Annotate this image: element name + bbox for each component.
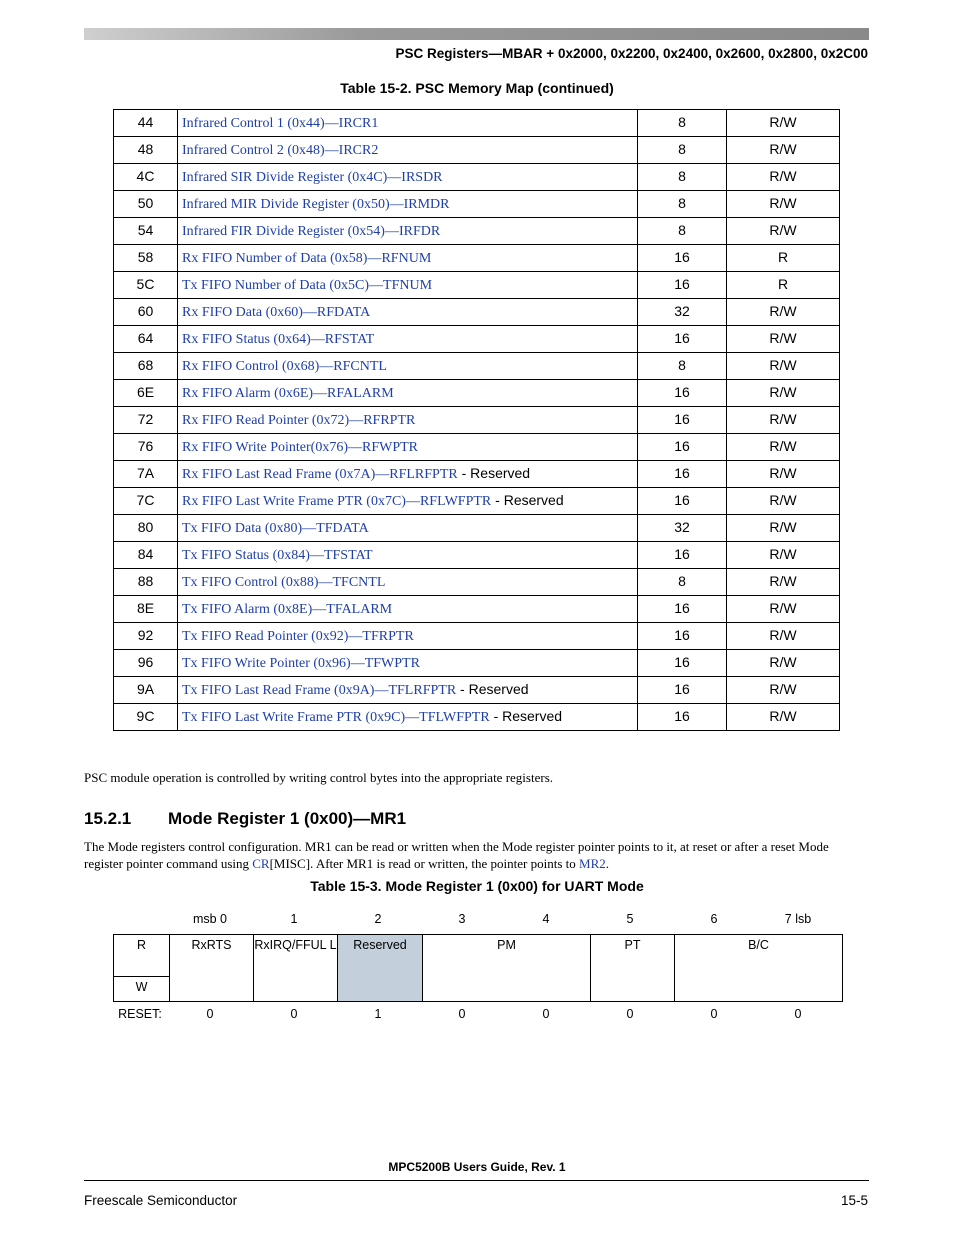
register-link[interactable]: Infrared Control 1 (0x44)—IRCR1 bbox=[182, 116, 379, 131]
footer-rule bbox=[84, 1180, 869, 1181]
bit-number: msb 0 bbox=[192, 912, 228, 926]
size-cell: 8 bbox=[638, 218, 727, 245]
table-row bbox=[114, 272, 840, 299]
access-cell: R/W bbox=[727, 488, 840, 515]
access-cell: R/W bbox=[727, 326, 840, 353]
offset-cell: 60 bbox=[114, 299, 178, 326]
register-name-cell bbox=[178, 191, 638, 218]
access-cell: R/W bbox=[727, 677, 840, 704]
offset-cell: 44 bbox=[114, 110, 178, 137]
offset-cell: 92 bbox=[114, 623, 178, 650]
table-row bbox=[114, 164, 840, 191]
access-cell: R/W bbox=[727, 623, 840, 650]
register-link[interactable]: Rx FIFO Write Pointer(0x76)—RFWPTR bbox=[182, 440, 419, 455]
para-text: [MISC]. After MR1 is read or written, the pointer points to bbox=[269, 856, 580, 871]
offset-cell: 72 bbox=[114, 407, 178, 434]
register-link[interactable]: Tx FIFO Alarm (0x8E)—TFALARM bbox=[182, 602, 393, 617]
size-cell: 16 bbox=[638, 596, 727, 623]
register-link[interactable]: Rx FIFO Status (0x64)—RFSTAT bbox=[182, 332, 375, 347]
access-cell: R/W bbox=[727, 218, 840, 245]
register-link[interactable]: Tx FIFO Data (0x80)—TFDATA bbox=[182, 521, 369, 536]
register-name-cell bbox=[178, 407, 638, 434]
register-link[interactable]: Infrared Control 2 (0x48)—IRCR2 bbox=[182, 143, 379, 158]
table-row bbox=[114, 191, 840, 218]
running-header: PSC Registers—MBAR + 0x2000, 0x2200, 0x2400, 0x2600, 0x2800, 0x2C00 bbox=[395, 46, 868, 61]
table-row bbox=[114, 380, 840, 407]
field-pt: PT bbox=[590, 935, 674, 1001]
mr2-link[interactable]: MR2 bbox=[579, 856, 606, 871]
field-reserved: Reserved bbox=[337, 935, 422, 1001]
register-name-cell bbox=[178, 461, 638, 488]
bit-number: 1 bbox=[290, 912, 298, 926]
access-cell: R/W bbox=[727, 569, 840, 596]
size-cell: 16 bbox=[638, 380, 727, 407]
offset-cell: 9A bbox=[114, 677, 178, 704]
footer-company: Freescale Semiconductor bbox=[84, 1193, 238, 1208]
cr-link[interactable]: CR bbox=[252, 856, 270, 871]
size-cell: 16 bbox=[638, 434, 727, 461]
size-cell: 16 bbox=[638, 272, 727, 299]
register-link[interactable]: Tx FIFO Control (0x88)—TFCNTL bbox=[182, 575, 386, 590]
register-link[interactable]: Tx FIFO Write Pointer (0x96)—TFWPTR bbox=[182, 656, 420, 671]
offset-cell: 76 bbox=[114, 434, 178, 461]
register-name-cell bbox=[178, 353, 638, 380]
reset-value: 0 bbox=[710, 1007, 718, 1021]
table-row bbox=[114, 353, 840, 380]
offset-cell: 58 bbox=[114, 245, 178, 272]
register-link[interactable]: Rx FIFO Read Pointer (0x72)—RFRPTR bbox=[182, 413, 416, 428]
register-link[interactable]: Rx FIFO Last Write Frame PTR (0x7C)—RFLWFPTR bbox=[182, 494, 492, 509]
bit-number: 4 bbox=[542, 912, 550, 926]
access-cell: R/W bbox=[727, 299, 840, 326]
reset-label: RESET: bbox=[118, 1007, 162, 1021]
size-cell: 16 bbox=[638, 623, 727, 650]
table-row bbox=[114, 515, 840, 542]
doc-title: MPC5200B Users Guide, Rev. 1 bbox=[388, 1160, 566, 1174]
reset-value: 0 bbox=[626, 1007, 634, 1021]
reset-value: 0 bbox=[794, 1007, 802, 1021]
size-cell: 32 bbox=[638, 299, 727, 326]
table-row bbox=[114, 650, 840, 677]
access-cell: R/W bbox=[727, 542, 840, 569]
table-row bbox=[114, 110, 840, 137]
register-link[interactable]: Rx FIFO Data (0x60)—RFDATA bbox=[182, 305, 371, 320]
size-cell: 16 bbox=[638, 326, 727, 353]
bit-number: 5 bbox=[626, 912, 634, 926]
register-name-cell bbox=[178, 164, 638, 191]
offset-cell: 50 bbox=[114, 191, 178, 218]
register-name-cell bbox=[178, 542, 638, 569]
register-diagram bbox=[113, 934, 843, 1002]
row-divider bbox=[114, 976, 169, 977]
header-rule bbox=[84, 28, 869, 40]
register-link[interactable]: Tx FIFO Last Read Frame (0x9A)—TFLRFPTR bbox=[182, 683, 457, 698]
register-name-cell bbox=[178, 596, 638, 623]
register-link[interactable]: Rx FIFO Last Read Frame (0x7A)—RFLRFPTR bbox=[182, 467, 458, 482]
register-name-cell bbox=[178, 515, 638, 542]
access-cell: R/W bbox=[727, 461, 840, 488]
write-row-label: W bbox=[135, 980, 148, 994]
body-paragraph-2 bbox=[84, 838, 869, 872]
register-note: - Reserved bbox=[489, 708, 563, 724]
register-link[interactable]: Rx FIFO Alarm (0x6E)—RFALARM bbox=[182, 386, 394, 401]
offset-cell: 68 bbox=[114, 353, 178, 380]
access-cell: R/W bbox=[727, 407, 840, 434]
register-name-cell bbox=[178, 569, 638, 596]
register-note: - Reserved bbox=[457, 465, 531, 481]
size-cell: 8 bbox=[638, 164, 727, 191]
register-name-cell bbox=[178, 434, 638, 461]
register-link[interactable]: Tx FIFO Last Write Frame PTR (0x9C)—TFLWFPTR bbox=[182, 710, 490, 725]
offset-cell: 6E bbox=[114, 380, 178, 407]
section-heading bbox=[84, 809, 406, 829]
size-cell: 16 bbox=[638, 704, 727, 731]
size-cell: 32 bbox=[638, 515, 727, 542]
size-cell: 16 bbox=[638, 407, 727, 434]
field-bc: B/C bbox=[674, 935, 842, 1001]
access-cell: R/W bbox=[727, 137, 840, 164]
reset-value: 0 bbox=[542, 1007, 550, 1021]
register-link[interactable]: Tx FIFO Read Pointer (0x92)—TFRPTR bbox=[182, 629, 414, 644]
reset-value: 0 bbox=[290, 1007, 298, 1021]
register-name-cell bbox=[178, 110, 638, 137]
register-name-cell bbox=[178, 488, 638, 515]
register-note: - Reserved bbox=[456, 681, 529, 697]
table-caption-2: Table 15-3. Mode Register 1 (0x00) for UART Mode bbox=[310, 878, 644, 894]
table-row bbox=[114, 488, 840, 515]
offset-cell: 9C bbox=[114, 704, 178, 731]
register-link[interactable]: Rx FIFO Number of Data (0x58)—RFNUM bbox=[182, 251, 432, 266]
bit-number: 3 bbox=[458, 912, 466, 926]
register-note: - Reserved bbox=[491, 492, 564, 508]
bit-number: 2 bbox=[374, 912, 382, 926]
size-cell: 16 bbox=[638, 461, 727, 488]
access-cell: R/W bbox=[727, 164, 840, 191]
table-row bbox=[114, 623, 840, 650]
register-link[interactable]: Infrared MIR Divide Register (0x50)—IRMDR bbox=[182, 197, 450, 212]
reset-value: 0 bbox=[458, 1007, 466, 1021]
body-paragraph: PSC module operation is controlled by writing control bytes into the appropriate registers. bbox=[84, 770, 553, 785]
access-cell: R/W bbox=[727, 704, 840, 731]
table-row bbox=[114, 704, 840, 731]
size-cell: 16 bbox=[638, 650, 727, 677]
table-row bbox=[114, 434, 840, 461]
page-number: 15-5 bbox=[840, 1193, 868, 1208]
size-cell: 8 bbox=[638, 137, 727, 164]
table-row bbox=[114, 596, 840, 623]
register-link[interactable]: Infrared FIR Divide Register (0x54)—IRFDR bbox=[182, 224, 441, 239]
table-row bbox=[114, 326, 840, 353]
table-row bbox=[114, 677, 840, 704]
para-text: The Mode registers control configuration. MR1 can be read or written when the Mode register pointer points to it, at reset or after a reset Mode register pointer command using bbox=[84, 839, 829, 871]
table-row bbox=[114, 407, 840, 434]
register-name-cell bbox=[178, 650, 638, 677]
size-cell: 8 bbox=[638, 110, 727, 137]
table-row bbox=[114, 542, 840, 569]
size-cell: 16 bbox=[638, 245, 727, 272]
para-text: . bbox=[605, 856, 610, 871]
table-row bbox=[114, 218, 840, 245]
access-cell: R/W bbox=[727, 434, 840, 461]
access-cell: R/W bbox=[727, 380, 840, 407]
bit-number: 6 bbox=[710, 912, 718, 926]
access-cell: R/W bbox=[727, 650, 840, 677]
table-row bbox=[114, 299, 840, 326]
table-row bbox=[114, 137, 840, 164]
register-name-cell bbox=[178, 218, 638, 245]
offset-cell: 96 bbox=[114, 650, 178, 677]
size-cell: 16 bbox=[638, 542, 727, 569]
size-cell: 16 bbox=[638, 488, 727, 515]
size-cell: 16 bbox=[638, 677, 727, 704]
memory-map-table bbox=[113, 109, 840, 731]
offset-cell: 8E bbox=[114, 596, 178, 623]
table-row bbox=[114, 569, 840, 596]
size-cell: 8 bbox=[638, 569, 727, 596]
register-name-cell bbox=[178, 677, 638, 704]
field-rxrts: RxRTS bbox=[169, 935, 253, 1001]
size-cell: 8 bbox=[638, 353, 727, 380]
offset-cell: 88 bbox=[114, 569, 178, 596]
register-name-cell bbox=[178, 326, 638, 353]
offset-cell: 48 bbox=[114, 137, 178, 164]
size-cell: 8 bbox=[638, 191, 727, 218]
register-name-cell bbox=[178, 272, 638, 299]
field-rxirq-ffull: RxIRQ/FFUL L bbox=[253, 935, 337, 1001]
offset-cell: 64 bbox=[114, 326, 178, 353]
section-title: Mode Register 1 (0x00)—MR1 bbox=[168, 809, 407, 828]
access-cell: R/W bbox=[727, 353, 840, 380]
bit-number: 7 lsb bbox=[784, 912, 812, 926]
table-caption: Table 15-2. PSC Memory Map (continued) bbox=[340, 80, 614, 96]
reset-value: 0 bbox=[206, 1007, 214, 1021]
reset-value: 1 bbox=[374, 1007, 382, 1021]
field-pm: PM bbox=[422, 935, 590, 1001]
access-cell: R bbox=[727, 272, 840, 299]
access-cell: R/W bbox=[727, 110, 840, 137]
register-link[interactable]: Tx FIFO Status (0x84)—TFSTAT bbox=[182, 548, 373, 563]
register-name-cell bbox=[178, 380, 638, 407]
register-name-cell bbox=[178, 623, 638, 650]
table-row bbox=[114, 245, 840, 272]
access-cell: R bbox=[727, 245, 840, 272]
offset-cell: 80 bbox=[114, 515, 178, 542]
table-row bbox=[114, 461, 840, 488]
section-number: 15.2.1 bbox=[84, 809, 132, 828]
register-name-cell bbox=[178, 704, 638, 731]
register-name-cell bbox=[178, 137, 638, 164]
offset-cell: 7C bbox=[114, 488, 178, 515]
offset-cell: 5C bbox=[114, 272, 178, 299]
offset-cell: 4C bbox=[114, 164, 178, 191]
read-row-label: R bbox=[136, 938, 147, 952]
register-name-cell bbox=[178, 299, 638, 326]
access-cell: R/W bbox=[727, 191, 840, 218]
access-cell: R/W bbox=[727, 596, 840, 623]
register-link[interactable]: Infrared SIR Divide Register (0x4C)—IRSDR bbox=[182, 170, 443, 185]
offset-cell: 7A bbox=[114, 461, 178, 488]
access-cell: R/W bbox=[727, 515, 840, 542]
offset-cell: 84 bbox=[114, 542, 178, 569]
register-name-cell bbox=[178, 245, 638, 272]
register-link[interactable]: Rx FIFO Control (0x68)—RFCNTL bbox=[182, 359, 387, 374]
register-link[interactable]: Tx FIFO Number of Data (0x5C)—TFNUM bbox=[182, 278, 433, 293]
offset-cell: 54 bbox=[114, 218, 178, 245]
